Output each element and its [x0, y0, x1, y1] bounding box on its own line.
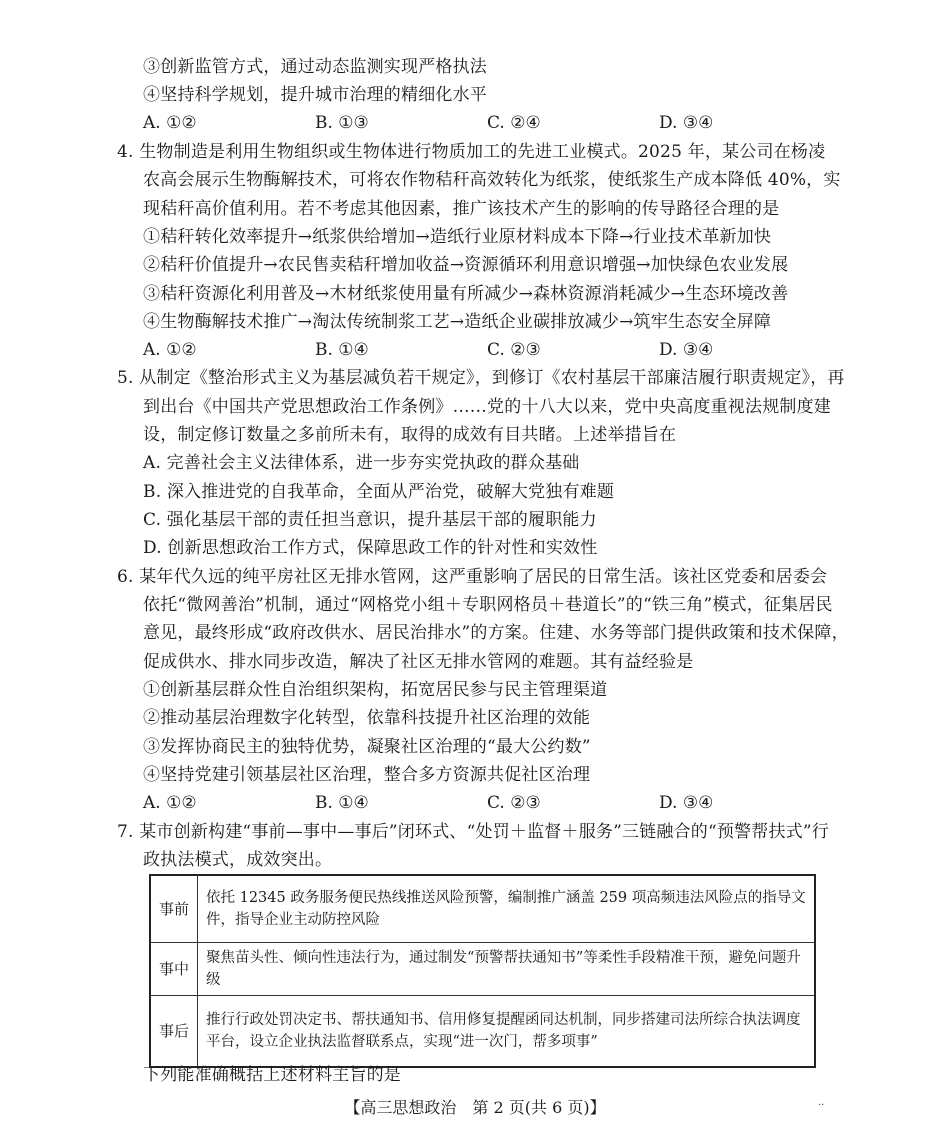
table-row-content: 依托 12345 政务服务便民热线推送风险预警，编制推广涵盖 259 项高频违法风险点的指导文件，指导企业主动防控风险 [198, 875, 816, 943]
q3-options [143, 113, 783, 133]
q6-item-4: ④坚持党建引领基层社区治理，整合多方资源共促社区治理 [143, 765, 591, 785]
q4-stem-line-3: 现秸秆高价值利用。若不考虑其他因素，推广该技术产生的影响的传导路径合理的是 [143, 199, 780, 219]
q6-option-c: C. ②③ [487, 793, 541, 813]
corner-mark: ·· [818, 1100, 825, 1111]
q4-item-4: ④生物酶解技术推广→淘汰传统制浆工艺→造纸企业碳排放减少→筑牢生态安全屏障 [143, 312, 772, 332]
q4-option-b: B. ①④ [315, 340, 369, 360]
q4-item-3: ③秸秆资源化利用普及→木材纸浆使用量有所减少→森林资源消耗减少→生态环境改善 [143, 284, 789, 304]
q6-item-2: ②推动基层治理数字化转型，依靠科技提升社区治理的效能 [143, 708, 591, 728]
q6-stem-line-2: 依托“微网善治”机制，通过“网格党小组＋专职网格员＋巷道长”的“铁三角”模式，征集居民 [143, 595, 833, 615]
q5-option-a: A. 完善社会主义法律体系，进一步夯实党执政的群众基础 [143, 453, 580, 473]
q3-option-a: A. ①② [143, 113, 197, 133]
table-row-content: 聚焦苗头性、倾向性违法行为，通过制发“预警帮扶通知书”等柔性手段精准干预，避免问题升级 [198, 943, 816, 996]
q6-stem-line-1: 6. 某年代久远的纯平房社区无排水管网，这严重影响了居民的日常生活。该社区党委和居委会 [117, 567, 828, 587]
table-row-label: 事中 [150, 943, 198, 996]
q3-option-b: B. ①③ [315, 113, 369, 133]
q6-option-a: A. ①② [143, 793, 197, 813]
table-row [150, 996, 815, 1068]
q3-item-3: ③创新监管方式，通过动态监测实现严格执法 [143, 57, 487, 77]
q4-item-1: ①秸秆转化效率提升→纸浆供给增加→造纸行业原材料成本下降→行业技术革新加快 [143, 227, 772, 247]
q5-option-c: C. 强化基层干部的责任担当意识，提升基层干部的履职能力 [143, 510, 597, 530]
q7-stem-line-1: 7. 某市创新构建“事前—事中—事后”闭环式、“处罚＋监督＋服务”三链融合的“预警帮扶式”行 [117, 822, 829, 842]
q4-option-a: A. ①② [143, 340, 197, 360]
q6-option-b: B. ①④ [315, 793, 369, 813]
q5-option-d: D. 创新思想政治工作方式，保障思政工作的针对性和实效性 [143, 538, 598, 558]
table-row-content: 推行行政处罚决定书、帮扶通知书、信用修复提醒函同达机制，同步搭建司法所综合执法调度平台，设立企业执法监督联系点，实现“进一次门，帮多项事” [198, 996, 816, 1068]
q6-stem-line-4: 促成供水、排水同步改造，解决了社区无排水管网的难题。其有益经验是 [143, 652, 694, 672]
q3-option-c: C. ②④ [487, 113, 541, 133]
q4-stem-line-1: 4. 生物制造是利用生物组织或生物体进行物质加工的先进工业模式。2025 年，某公司在杨凌 [117, 142, 826, 162]
q4-options [143, 340, 783, 360]
q4-item-2: ②秸秆价值提升→农民售卖秸秆增加收益→资源循环利用意识增强→加快绿色农业发展 [143, 255, 789, 275]
q6-item-3: ③发挥协商民主的独特优势，凝聚社区治理的“最大公约数” [143, 737, 591, 757]
table-row [150, 875, 815, 943]
q5-stem-line-2: 到出台《中国共产党思想政治工作条例》……党的十八大以来，党中央高度重视法规制度建 [143, 397, 831, 417]
q5-option-b: B. 深入推进党的自我革命，全面从严治党，破解大党独有难题 [143, 482, 615, 502]
q4-option-c: C. ②③ [487, 340, 541, 360]
q6-option-d: D. ③④ [659, 793, 714, 813]
q5-stem-line-1: 5. 从制定《整治形式主义为基层减负若干规定》，到修订《农村基层干部廉洁履行职责规定》，再 [117, 368, 845, 388]
table-row [150, 943, 815, 996]
q4-option-d: D. ③④ [659, 340, 714, 360]
table-row-label: 事前 [150, 875, 198, 943]
q7-material-table [149, 874, 816, 1068]
q3-option-d: D. ③④ [659, 113, 714, 133]
q4-stem-line-2: 农高会展示生物酶解技术，可将农作物秸秆高效转化为纸浆，使纸浆生产成本降低 40%，实 [143, 170, 841, 190]
q7-stem-line-2: 政执法模式，成效突出。 [143, 850, 333, 870]
table-row-label: 事后 [150, 996, 198, 1068]
q6-stem-line-3: 意见，最终形成“政府改供水、居民治排水”的方案。住建、水务等部门提供政策和技术保障， [143, 623, 849, 643]
q3-item-4: ④坚持科学规划，提升城市治理的精细化水平 [143, 85, 487, 105]
q6-options [143, 793, 783, 813]
q5-stem-line-3: 设，制定修订数量之多前所未有，取得的成效有目共睹。上述举措旨在 [143, 425, 677, 445]
page-footer: 【高三思想政治 第 2 页(共 6 页)】 [344, 1098, 606, 1117]
q6-item-1: ①创新基层群众性自治组织架构，拓宽居民参与民主管理渠道 [143, 680, 608, 700]
q7-question: 下列能准确概括上述材料主旨的是 [143, 1065, 401, 1085]
